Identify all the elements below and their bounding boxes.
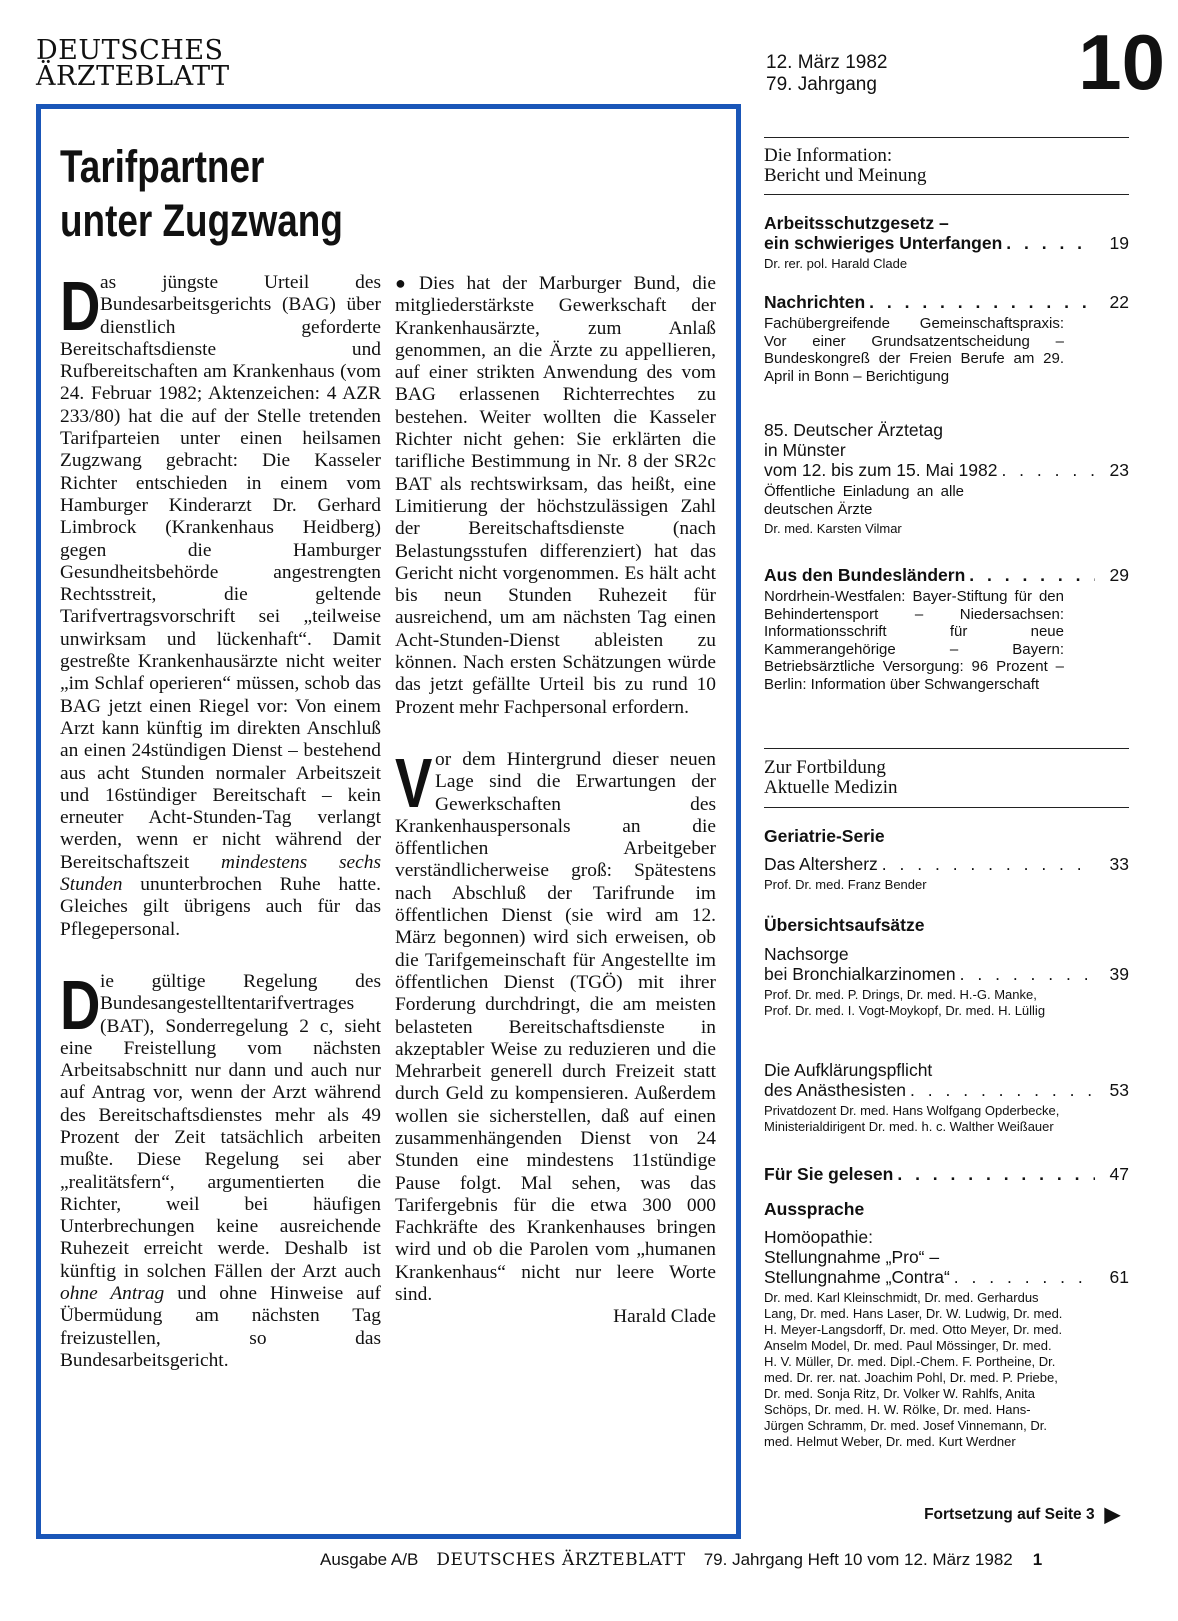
paragraph-1	[60, 267, 381, 941]
entry-author: Privatdozent Dr. med. Hans Wolfgang Opderbecke, Ministerialdirigent Dr. med. h. c. Walther Weißauer	[764, 1103, 1060, 1134]
toc-entry-aufklaerungspflicht[interactable]	[764, 1060, 1129, 1135]
entry-page: 19	[1109, 233, 1129, 253]
section-line2: Aktuelle Medizin	[764, 777, 898, 798]
issue-date-block	[766, 52, 926, 96]
toc-entry-arbeitsschutzgesetz[interactable]	[764, 213, 1129, 272]
emphasis-text: mindestens sechs Stunden	[60, 851, 381, 896]
entry-summary: Nordrhein-Westfalen: Bayer-Stiftung für den Behindertensport – Niedersachsen: Informationsschrift für neue Kammerangehörige – Bayern: Betriebsärztliche Versorgung: 96 Prozent – Berlin: Information über Schwangerschaft	[764, 588, 1064, 693]
footer-journal: DEUTSCHES ÄRZTEBLATT	[436, 1550, 686, 1570]
entry-title-row	[764, 233, 1129, 253]
masthead-line1: DEUTSCHES	[36, 35, 224, 66]
entry-title-row	[764, 565, 1129, 585]
journal-masthead	[36, 35, 296, 92]
toc-category-uebersicht: Übersichtsaufsätze	[764, 915, 925, 935]
paragraph-4	[395, 743, 716, 1306]
entry-page: 53	[1109, 1080, 1129, 1100]
toc-entry-homoeopathie[interactable]	[764, 1227, 1129, 1450]
masthead-line2: ÄRZTEBLATT	[36, 61, 230, 92]
entry-title-line1: Nachsorge	[764, 944, 849, 964]
leader-dots	[1001, 460, 1095, 480]
entry-title-line1: Die Aufklärungspflicht	[764, 1060, 933, 1080]
continued-link[interactable]	[880, 1502, 1120, 1527]
paragraph-text: Dies hat der Marburger Bund, die mitgliederstärkste Gewerkschaft der Krankenhausärzte, zum Anlaß genommen, an die Ärzte zu appellieren, auf einer strikten Anwendung des vom BAG erlassenen Richterrechtes zu bestehen. Weiter wollten die Kasseler Richter nicht gehen: Sie erklärten die tarifliche Bestimmung in Nr. 8 der SR2c BAT als rechtswirksam, das heißt, eine Limitierung der höchstzulässigen Zahl der Bereitschaftsdienste (nach Belastungsstufen differenziert) hat das Gericht nicht vorgenommen. Es hält acht bis neun Stunden Ruhezeit für ausreichend, um am nächsten Tag einen Acht-Stunden-Dienst ableisten zu können. Nach ersten Schätzungen würde das jetzt gefällte Urteil bis zu rund 10 Prozent mehr Fachpersonal erfordern.	[395, 273, 716, 718]
entry-author: Prof. Dr. med. P. Drings, Dr. med. H.-G. Manke, Prof. Dr. med. I. Vogt-Moykopf, Dr. med. H. Lüllig	[764, 987, 1046, 1018]
toc-section-information	[764, 146, 1129, 186]
bullet-icon: ●	[395, 273, 413, 293]
entry-title-row	[764, 1267, 1129, 1287]
dropcap: D	[60, 965, 101, 1044]
toc-entry-aerztetag[interactable]	[764, 420, 1129, 537]
leader-dots	[954, 1267, 1095, 1287]
entry-title-row	[764, 460, 1129, 480]
paragraph-text: or dem Hintergrund dieser neuen Lage sind die Erwartungen der Gewerkschaften des Krankenhauspersonals an die öffentlichen Arbeitgeber verständlicherweise groß: Spätestens nach Abschluß der Tarifrunde im öffentlichen Dienst (sie wird am 12. März begonnen) wird sich erweisen, ob die Tarifgemeinschaft für Angestellte im öffentlichen Dienst (TGÖ) mit ihrer Forderung durchdringt, die am meisten belasteten Bereitschaftsdienste in akzeptabler Weise zu reduzieren und die Mehrarbeit generell durch Freizeit statt durch Geld zu kompensieren. Außerdem wollen sie sicherstellen, daß auf einen zusammenhängenden Dienst von 24 Stunden eine mindestens 11stündige Pause folgt. Mal sehen, was das Tarifergebnis für die etwa 300 000 Fachkräfte des Krankenhauses bringen wird und ob die Parolen vom „humanen Krankenhaus“ nicht nur leere Worte sind.	[395, 748, 716, 1306]
entry-title-line3: Stellungnahme „Contra“	[764, 1267, 950, 1287]
toc-rule	[764, 807, 1129, 808]
article-signature	[395, 1306, 716, 1328]
entry-title-row	[764, 1080, 1129, 1100]
leader-dots	[960, 964, 1095, 984]
emphasis-text: ohne Antrag	[60, 1283, 165, 1305]
dropcap: D	[60, 267, 101, 345]
paragraph-text-end: und ohne Hinweise auf Übermüdung am nächsten Tag freizustellen, so das Bundesarbeitsgericht.	[60, 1283, 381, 1371]
leader-dots	[969, 565, 1095, 585]
entry-title-line2: Stellungnahme „Pro“ –	[764, 1247, 940, 1267]
paragraph-text-end: ununterbrochen Ruhe hatte. Gleiches gilt übrigens auch für das Pflegepersonal.	[60, 874, 381, 940]
leader-dots	[1006, 233, 1095, 253]
toc-category-aussprache: Aussprache	[764, 1199, 865, 1219]
issue-volume: 79. Jahrgang	[766, 74, 877, 95]
leader-dots	[897, 1164, 1095, 1184]
entry-page: 22	[1109, 292, 1129, 312]
headline-line1: Tarifpartner	[60, 141, 265, 192]
toc-rule	[764, 748, 1129, 749]
entry-title: Das Altersherz	[764, 854, 878, 874]
headline-line2: unter Zugzwang	[60, 195, 343, 246]
entry-page: 47	[1109, 1164, 1129, 1184]
entry-title-row	[764, 1164, 1129, 1184]
entry-author: Prof. Dr. med. Franz Bender	[764, 877, 927, 892]
toc-entry-fuer-sie-gelesen[interactable]	[764, 1164, 1129, 1184]
paragraph-gap	[395, 719, 716, 749]
toc-section-fortbildung	[764, 758, 1129, 798]
entry-page: 23	[1109, 460, 1129, 480]
continued-label: Fortsetzung auf Seite 3	[924, 1505, 1095, 1523]
entry-title-row	[764, 964, 1129, 984]
entry-title: Für Sie gelesen	[764, 1164, 894, 1184]
toc-entry-bundeslaender[interactable]	[764, 565, 1129, 693]
entry-title-row	[764, 854, 1129, 874]
entry-page: 29	[1109, 565, 1129, 585]
dropcap: V	[395, 743, 433, 822]
entry-author: Dr. rer. pol. Harald Clade	[764, 256, 908, 271]
issue-number: 10	[1078, 18, 1165, 106]
leader-dots	[882, 854, 1095, 874]
entry-author: Dr. med. Karsten Vilmar	[764, 521, 902, 536]
entry-title-line1: Homöopathie:	[764, 1227, 873, 1247]
entry-title-row	[764, 292, 1129, 312]
toc-category-geriatrie: Geriatrie-Serie	[764, 826, 885, 846]
paragraph-gap	[60, 941, 381, 971]
section-line2: Bericht und Meinung	[764, 165, 927, 186]
section-line1: Zur Fortbildung	[764, 757, 886, 778]
entry-summary: Fachübergreifende Gemeinschaftspraxis: Vor einer Grundsatzentscheidung – Bundeskongreß der Freien Berufe am 29. April in Bonn – Berichtigung	[764, 315, 1064, 385]
entry-page: 39	[1109, 964, 1129, 984]
footer-page-number: 1	[1032, 1550, 1043, 1569]
entry-page: 61	[1109, 1267, 1129, 1287]
entry-title-line1: Arbeitsschutzgesetz –	[764, 213, 949, 233]
article-column-right	[395, 272, 716, 1329]
entry-title-line2: des Anästhesisten	[764, 1080, 907, 1100]
section-line1: Die Information:	[764, 145, 893, 166]
triangle-right-icon: ▶	[1104, 1504, 1120, 1526]
entry-title: Nachrichten	[764, 292, 866, 312]
entry-title-line1: 85. Deutscher Ärztetag	[764, 420, 943, 440]
article-column-left	[60, 267, 381, 1372]
toc-entry-nachrichten[interactable]	[764, 292, 1129, 385]
entry-title-line3: vom 12. bis zum 15. Mai 1982	[764, 460, 998, 480]
leader-dots	[869, 292, 1095, 312]
entry-summary: Öffentliche Einladung an alle deutschen Ärzte	[764, 483, 964, 518]
footer-issue-info: 79. Jahrgang Heft 10 vom 12. März 1982	[703, 1550, 1013, 1569]
paragraph-text: ie gültige Regelung des Bundesangestelltentarifvertrages (BAT), Sonderregelung 2 c, sieht eine Freistellung vom nächsten Arbeitsabschnitt nur dann und auch nur auf Antrag vor, wenn der Arzt während des Bereitschaftsdienstes mehr als 49 Prozent der Zeit tatsächlich arbeiten mußte. Diese Regelung sei aber „realitätsfern“, argumentierten die Richter, weil bei häufigen Unterbrechungen keine ausreichende Ruhezeit erreicht werde. Deshalb ist künftig in solchen Fällen der Arzt auch	[60, 970, 381, 1282]
paragraph-3	[395, 272, 716, 719]
toc-entry-bronchialkarzinom[interactable]	[764, 944, 1129, 1019]
toc-rule	[764, 194, 1129, 195]
leader-dots	[910, 1080, 1095, 1100]
page-footer	[320, 1550, 1120, 1570]
entry-title-line2: bei Bronchialkarzinomen	[764, 964, 956, 984]
paragraph-2	[60, 965, 381, 1372]
footer-edition: Ausgabe A/B	[320, 1550, 419, 1569]
toc-rule	[764, 137, 1129, 138]
toc-entry-altersherz[interactable]	[764, 854, 1129, 893]
entry-title: Aus den Bundesländern	[764, 565, 966, 585]
entry-page: 33	[1109, 854, 1129, 874]
article-headline	[60, 140, 388, 248]
entry-author: Dr. med. Karl Kleinschmidt, Dr. med. Gerhardus Lang, Dr. med. Hans Laser, Dr. W. Ludwig, Dr. med. H. Meyer-Langsdorff, Dr. med. Otto Meyer, Dr. med. Anselm Model, Dr. med. Paul Mössinger, Dr. med. H. V. Müller, Dr. med. Dipl.-Chem. F. Portheine, Dr. med. Dr. rer. nat. Joachim Pohl, Dr. med. P. Priebe, Dr. med. Sonja Ritz, Dr. Volker W. Rahlfs, Anita Schöps, Dr. med. H. W. Rölke, Dr. med. Hans-Jürgen Schramm, Dr. med. Josef Vinnemann, Dr. med. Helmut Weber, Dr. med. Kurt Werdner	[764, 1290, 1063, 1449]
entry-title-line2: in Münster	[764, 440, 846, 460]
article-author: Harald Clade	[613, 1306, 716, 1328]
paragraph-text: as jüngste Urteil des Bundesarbeitsgerichts (BAG) über dienstlich geforderte Bereitschaftsdienste und Rufbereitschaften am Krankenhaus (vom 24. Februar 1982; Aktenzeichen: 4 AZR 233/80) hat die auf der Stelle tretenden Tarifparteien unter einen heilsamen Zugzwang gebracht: Die Kasseler Richter entschieden in einem vom Hamburger Kinderarzt Dr. Gerhard Limbrock (Krankenhaus Heidberg) gegen die Hamburger Gesundheitsbehörde angestrengten Rechtsstreit, die geltende Tarifvertragsvorschrift sei „teilweise unwirksam und lückenhaft“. Damit gestreßte Krankenhausärzte nicht weiter „im Schlaf operieren“ müssen, schob das BAG jetzt einen Riegel vor: Von einem Arzt kann künftig im direkten Anschluß an einen 24stündigen Dienst – bestehend aus acht Stunden normaler Arbeitszeit und 16stündiger Bereitschaft – kein erneuter Acht-Stunden-Tag verlangt werden, wenn er nicht während der Bereitschaftszeit	[60, 272, 381, 873]
issue-date: 12. März 1982	[766, 52, 888, 73]
entry-title-line2: ein schwieriges Unterfangen	[764, 233, 1003, 253]
